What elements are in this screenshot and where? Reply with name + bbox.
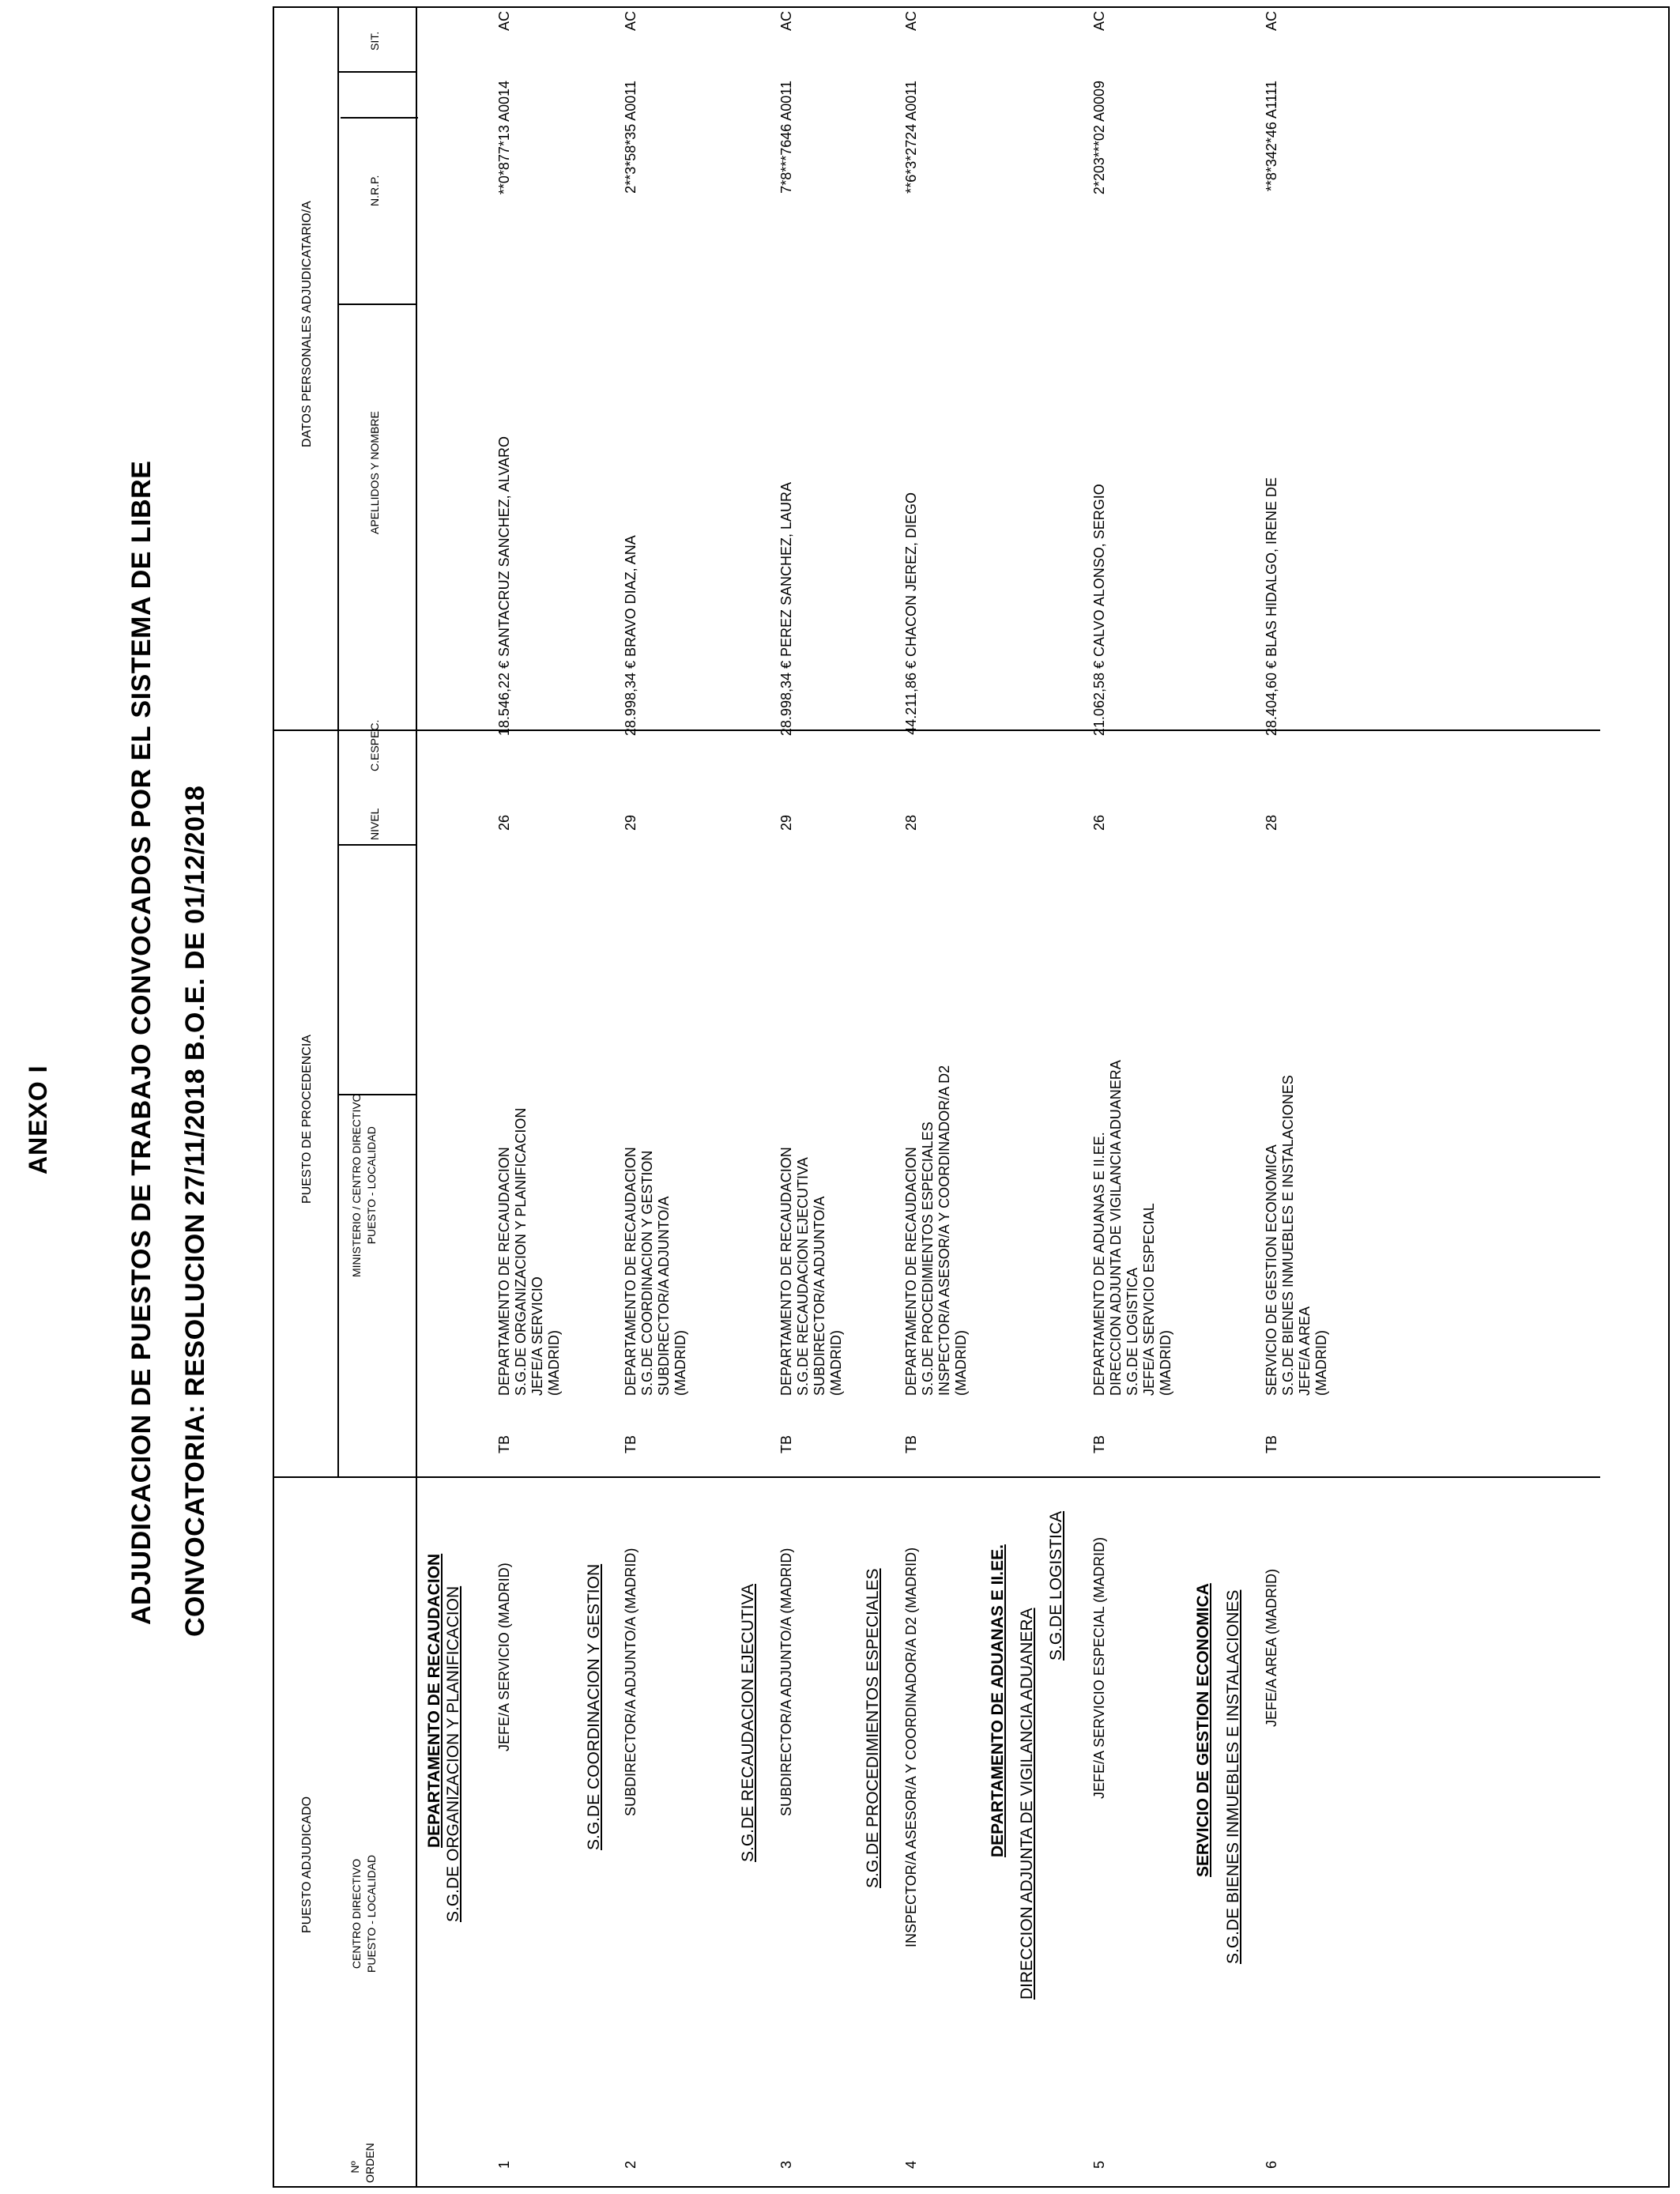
col-header-ministerio: MINISTERIO / CENTRO DIRECTIVO PUESTO - LOCALIDAD [350,1093,378,1277]
tipo-cell: TB [1264,1434,1279,1453]
sit-cell: AC [623,10,638,31]
nombre-cell: BLAS HIDALGO, IRENE DE [1264,477,1279,657]
section-heading: SERVICIO DE GESTION ECONOMICA [1194,1583,1212,1877]
cespec-cell: 21.062,58 € [1091,661,1107,737]
tipo-cell: TB [1091,1434,1107,1453]
nrp-cell: **6*3*2724 A0011 [903,81,919,194]
section-heading: DEPARTAMENTO DE ADUANAS E II.EE. [989,1544,1007,1857]
procedencia-cell: DEPARTAMENTO DE ADUANAS E II.EE. DIRECCION ADJUNTA DE VIGILANCIA ADUANERA S.G.DE LOGISTICA JEFE/A SERVICIO ESPECIAL (MADRID) [1091,1060,1173,1396]
col-header-apellidos: APELLIDOS Y NOMBRE [368,411,381,534]
cespec-cell: 28.998,34 € [623,661,638,737]
procedencia-cell: SERVICIO DE GESTION ECONOMICA S.G.DE BIENES INMUEBLES E INSTALACIONES JEFE/A AREA (MADRID) [1264,1075,1329,1396]
nivel-cell: 28 [1264,814,1279,831]
section-subheading: S.G.DE ORGANIZACION Y PLANIFICACION [444,1585,462,1922]
nrp-cell: 2**3*58*35 A0011 [623,81,638,194]
sit-cell: AC [903,10,919,31]
nombre-cell: PEREZ SANCHEZ, LAURA [778,481,794,657]
nivel-cell: 26 [1091,814,1107,831]
orden-cell: 3 [778,2160,794,2169]
col-header-nivel: NIVEL [368,808,381,840]
orden-cell: 5 [1091,2160,1107,2169]
header-puesto-adjudicado: PUESTO ADJUDICADO [300,1796,314,1933]
section-subheading: S.G.DE LOGISTICA [1047,1510,1065,1661]
nrp-cell: 7*8***7646 A0011 [778,81,794,194]
annex-label: ANEXO I [24,1065,52,1174]
cespec-cell: 44.211,86 € [903,661,919,735]
col-header-cespec: C.ESPEC. [368,719,381,771]
puesto-cell: JEFE/A SERVICIO (MADRID) [496,1563,512,1751]
tipo-cell: TB [496,1434,512,1453]
orden-cell: 1 [496,2160,512,2169]
sit-cell: AC [1264,10,1279,31]
section-subheading: DIRECCION ADJUNTA DE VIGILANCIA ADUANERA [1018,1608,1036,2000]
procedencia-cell: DEPARTAMENTO DE RECAUDACION S.G.DE RECAUDACION EJECUTIVA SUBDIRECTOR/A ADJUNTO/A (MADRID) [778,1147,844,1396]
header-puesto-procedencia: PUESTO DE PROCEDENCIA [300,1035,314,1204]
nivel-cell: 29 [623,814,638,831]
cespec-cell: 28.998,34 € [778,661,794,737]
puesto-cell: JEFE/A AREA (MADRID) [1264,1568,1279,1727]
section-heading: DEPARTAMENTO DE RECAUDACION [425,1553,443,1848]
nombre-cell: SANTACRUZ SANCHEZ, ALVARO [496,435,512,657]
sit-cell: AC [778,10,794,31]
col-header-centro: CENTRO DIRECTIVO PUESTO - LOCALIDAD [350,1854,378,1973]
sit-cell: AC [1091,10,1107,31]
nrp-cell: **8*342*46 A1111 [1264,81,1279,192]
nombre-cell: CHACON JEREZ, DIEGO [903,492,919,657]
tipo-cell: TB [903,1434,919,1453]
section-subheading: S.G.DE COORDINACION Y GESTION [585,1563,603,1850]
tipo-cell: TB [778,1434,794,1453]
procedencia-cell: DEPARTAMENTO DE RECAUDACION S.G.DE COORDINACION Y GESTION SUBDIRECTOR/A ADJUNTO/A (MADRID) [623,1147,688,1396]
nombre-cell: CALVO ALONSO, SERGIO [1091,484,1107,657]
nrp-cell: **0*877*13 A0014 [496,81,512,195]
puesto-cell: INSPECTOR/A ASESOR/A Y COORDINADOR/A D2 (MADRID) [903,1547,919,1947]
page-subtitle: CONVOCATORIA: RESOLUCION 27/11/2018 B.O.E. DE 01/12/2018 [180,785,210,1637]
puesto-cell: JEFE/A SERVICIO ESPECIAL (MADRID) [1091,1536,1107,1799]
sit-cell: AC [496,10,512,31]
section-subheading: S.G.DE PROCEDIMIENTOS ESPECIALES [864,1568,882,1888]
page-title: ADJUDICACION DE PUESTOS DE TRABAJO CONVOCADOS POR EL SISTEMA DE LIBRE [126,460,156,1625]
procedencia-cell: DEPARTAMENTO DE RECAUDACION S.G.DE PROCEDIMIENTOS ESPECIALES INSPECTOR/A ASESOR/A Y COORDINADOR/A D2 (MADRID) [903,1065,969,1396]
tipo-cell: TB [623,1434,638,1453]
nivel-cell: 26 [496,814,512,831]
nombre-cell: BRAVO DIAZ, ANA [623,535,638,657]
orden-cell: 6 [1264,2160,1279,2169]
cespec-cell: 18.546,22 € [496,661,512,737]
nivel-cell: 29 [778,814,794,831]
puesto-cell: SUBDIRECTOR/A ADJUNTO/A (MADRID) [623,1547,638,1816]
col-header-sit: SIT. [368,31,381,51]
nrp-cell: 2*203***02 A0009 [1091,81,1107,195]
col-header-orden: Nº ORDEN [348,2143,376,2183]
header-datos-personales: DATOS PERSONALES ADJUDICATARIO/A [300,201,314,447]
section-subheading: S.G.DE BIENES INMUEBLES E INSTALACIONES [1224,1589,1242,1964]
puesto-cell: SUBDIRECTOR/A ADJUNTO/A (MADRID) [778,1547,794,1816]
procedencia-cell: DEPARTAMENTO DE RECAUDACION S.G.DE ORGANIZACION Y PLANIFICACION JEFE/A SERVICIO (MADRID) [496,1107,562,1396]
orden-cell: 4 [903,2160,919,2169]
section-subheading: S.G.DE RECAUDACION EJECUTIVA [739,1584,757,1862]
col-header-nrp: N.R.P. [368,175,381,206]
cespec-cell: 28.404,60 € [1264,661,1279,737]
orden-cell: 2 [623,2160,638,2169]
nivel-cell: 28 [903,814,919,831]
